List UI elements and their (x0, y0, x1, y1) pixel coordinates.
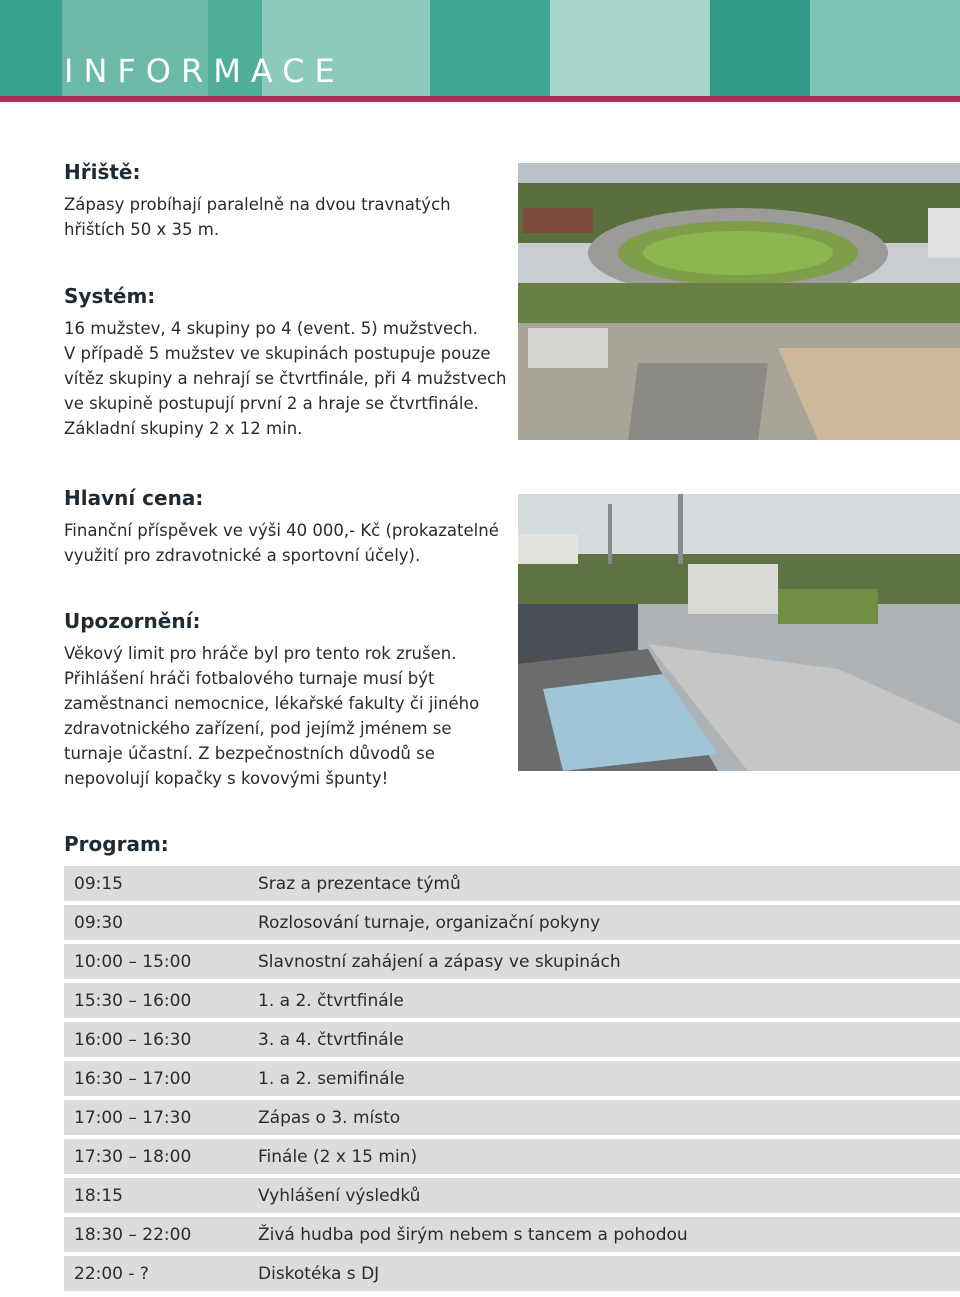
schedule-time: 17:00 – 17:30 (74, 1107, 192, 1128)
text-line: vítěz skupiny a nehrají se čtvrtfinále, při 4 mužstvech (64, 369, 507, 388)
section-title-system: Systém: (64, 284, 156, 308)
schedule-description: Rozlosování turnaje, organizační pokyny (258, 912, 601, 933)
text-line: Přihlášení hráči fotbalového turnaje musí být (64, 669, 435, 688)
schedule-time: 18:15 (74, 1185, 123, 1206)
section-title-hriste: Hřiště: (64, 160, 141, 184)
stadium-photo (518, 163, 960, 440)
schedule-time: 09:15 (74, 873, 123, 894)
schedule-description: Finále (2 x 15 min) (258, 1146, 418, 1167)
schedule-row (64, 866, 960, 901)
header-stripe (0, 0, 62, 96)
text-line: hřištích 50 x 35 m. (64, 220, 220, 239)
section-title-hlavni-cena: Hlavní cena: (64, 486, 204, 510)
header-stripe (710, 0, 810, 96)
schedule-time: 16:00 – 16:30 (74, 1029, 192, 1050)
header-stripe (550, 0, 710, 96)
text-line: V případě 5 mužstev ve skupinách postupuje pouze (64, 344, 491, 363)
program-schedule (64, 866, 960, 1295)
schedule-row (64, 1022, 960, 1057)
pool-photo (518, 494, 960, 771)
header-accent-line (0, 96, 960, 102)
text-line: ve skupině postupují první 2 a hraje se čtvrtfinále. (64, 394, 479, 413)
schedule-time: 10:00 – 15:00 (74, 951, 192, 972)
schedule-time: 15:30 – 16:00 (74, 990, 192, 1011)
schedule-description: 3. a 4. čtvrtfinále (258, 1029, 404, 1050)
text-line: 16 mužstev, 4 skupiny po 4 (event. 5) mužstvech. (64, 319, 478, 338)
section-body-hlavni-cena (64, 518, 499, 568)
page-title: INFORMACE (64, 52, 345, 90)
schedule-description: Vyhlášení výsledků (258, 1185, 421, 1206)
section-title-upozorneni: Upozornění: (64, 609, 201, 633)
schedule-time: 17:30 – 18:00 (74, 1146, 192, 1167)
schedule-time: 22:00 - ? (74, 1263, 149, 1284)
schedule-description: Živá hudba pod širým nebem s tancem a pohodou (258, 1224, 688, 1245)
text-line: Základní skupiny 2 x 12 min. (64, 419, 303, 438)
text-line: turnaje účastní. Z bezpečnostních důvodů se (64, 744, 435, 763)
section-body-system (64, 316, 507, 441)
schedule-row (64, 1217, 960, 1252)
header-stripe (430, 0, 550, 96)
schedule-row (64, 983, 960, 1018)
schedule-row (64, 905, 960, 940)
schedule-row (64, 1100, 960, 1135)
text-line: zaměstnanci nemocnice, lékařské fakulty či jiného (64, 694, 480, 713)
schedule-row (64, 1061, 960, 1096)
schedule-description: 1. a 2. čtvrtfinále (258, 990, 404, 1011)
schedule-row (64, 1139, 960, 1174)
text-line: využití pro zdravotnické a sportovní účely). (64, 546, 421, 565)
schedule-row (64, 1256, 960, 1291)
schedule-description: 1. a 2. semifinále (258, 1068, 405, 1089)
text-line: Finanční příspěvek ve výši 40 000,- Kč (prokazatelné (64, 521, 499, 540)
schedule-time: 09:30 (74, 912, 123, 933)
schedule-description: Diskotéka s DJ (258, 1263, 380, 1284)
schedule-description: Slavnostní zahájení a zápasy ve skupinách (258, 951, 621, 972)
schedule-description: Sraz a prezentace týmů (258, 873, 461, 894)
section-body-hriste (64, 192, 451, 242)
schedule-description: Zápas o 3. místo (258, 1107, 401, 1128)
text-line: zdravotnického zařízení, pod jejímž jménem se (64, 719, 452, 738)
header-stripe (810, 0, 960, 96)
text-line: nepovolují kopačky s kovovými špunty! (64, 769, 389, 788)
schedule-row (64, 1178, 960, 1213)
text-line: Zápasy probíhají paralelně na dvou travnatých (64, 195, 451, 214)
schedule-row (64, 944, 960, 979)
schedule-time: 18:30 – 22:00 (74, 1224, 192, 1245)
section-body-upozorneni (64, 641, 479, 791)
program-title: Program: (64, 832, 169, 856)
schedule-time: 16:30 – 17:00 (74, 1068, 192, 1089)
text-line: Věkový limit pro hráče byl pro tento rok zrušen. (64, 644, 457, 663)
